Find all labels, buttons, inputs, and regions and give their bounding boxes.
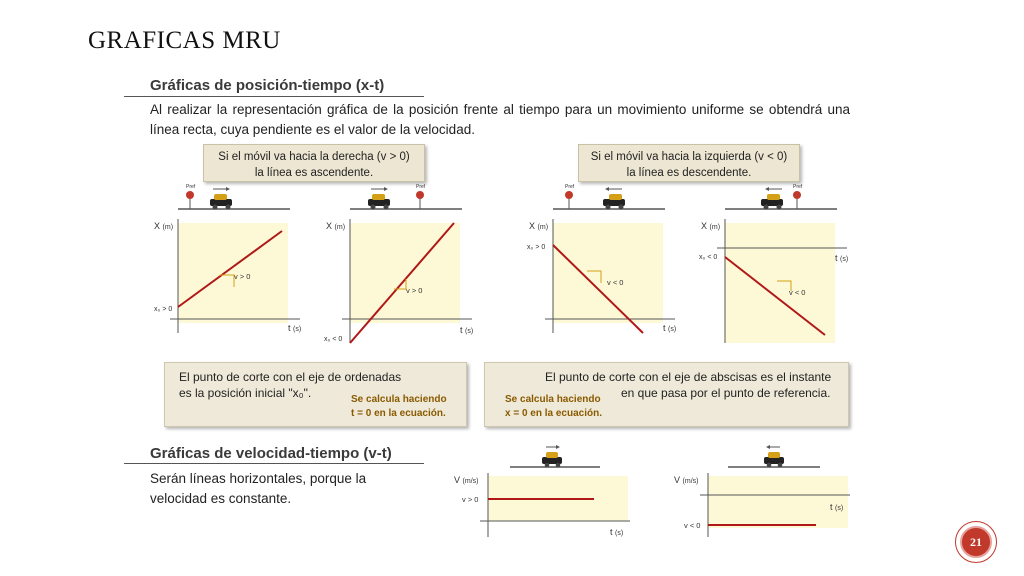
vt-graph-1 [450,443,650,543]
vt-paragraph [150,469,410,509]
vt-line1: Serán líneas horizontales, porque la [150,471,367,486]
ordinate-line2: es la posición inicial "x₀". [179,386,312,400]
abscissa-line1: El punto de corte con el eje de abscisas es el instante [545,370,832,384]
note-descending [578,144,800,182]
reference-point-icon [793,191,801,199]
ordinate-calc1: Se calcula haciendo [351,394,447,405]
reference-point-icon [565,191,573,199]
road-scene-3 [553,184,665,210]
road-scene-vt-1 [510,445,600,467]
svg-text:X (m): X (m) [529,221,549,231]
vt-line2: velocidad es constante. [150,491,292,506]
car-icon [761,194,783,210]
abscissa-intercept-box [484,362,849,427]
arrow-right-icon [384,187,388,191]
v-label: v < 0 [684,521,701,530]
svg-text:t (s): t (s) [835,253,849,263]
vt-graph-2 [670,443,870,543]
v-label: v > 0 [462,495,479,504]
v-label: v < 0 [789,288,806,297]
road-scene-2 [350,184,462,210]
car-icon [210,194,232,210]
slide-title: GRAFICAS MRU [88,27,281,54]
svg-text:t (s): t (s) [288,323,302,333]
arrow-right-icon [556,445,560,449]
xt-graph-4 [697,183,857,353]
svg-text:V (m/s): V (m/s) [454,475,479,485]
reference-point-icon [416,191,424,199]
abscissa-calc2: x = 0 en la ecuación. [505,408,602,419]
arrow-right-icon [226,187,230,191]
section-heading-vt: Gráficas de velocidad-tiempo (v-t) [150,445,392,462]
svg-text:Pref: Pref [793,184,803,190]
car-icon [603,194,625,210]
heading-rule-2 [124,463,424,464]
svg-text:t (s): t (s) [610,527,624,537]
page-number-badge: 21 [960,526,992,558]
v-label: v < 0 [607,278,624,287]
ordinate-line1: El punto de corte con el eje de ordenadas [179,370,402,384]
svg-text:t (s): t (s) [460,325,474,335]
note-descending-line1: Si el móvil va hacia la izquierda (v < 0) [590,151,788,163]
reference-point-icon [186,191,194,199]
x0-label: x₀ > 0 [527,244,546,251]
svg-text:X (m): X (m) [701,221,721,231]
x0-label: x₀ < 0 [699,254,718,261]
arrow-left-icon [765,187,769,191]
note-ascending-line1: Si el móvil va hacia la derecha (v > 0) [218,151,410,163]
svg-text:Pref: Pref [416,184,426,190]
car-icon [368,194,390,210]
xt-graph-2 [322,183,482,353]
svg-text:X (m): X (m) [154,221,174,231]
v-label: v > 0 [406,286,423,295]
v-label: v > 0 [234,272,251,281]
note-ascending [203,144,425,182]
road-scene-vt-2 [728,445,820,467]
road-scene-4 [725,184,837,210]
car-icon [764,452,784,467]
arrow-left-icon [766,445,770,449]
note-ascending-line2: la línea es ascendente. [254,167,374,179]
x0-label: x₀ > 0 [154,306,173,313]
ordinate-calc2: t = 0 en la ecuación. [351,408,446,419]
svg-text:Pref: Pref [565,184,575,190]
pref-label: Pref [186,184,196,190]
note-descending-line2: la línea es descendente. [626,167,752,179]
xt-graph-3 [525,183,685,353]
svg-text:V (m/s): V (m/s) [674,475,699,485]
svg-text:t (s): t (s) [663,323,677,333]
x0-label: x₀ < 0 [324,336,343,343]
abscissa-calc1: Se calcula haciendo [505,394,601,405]
road-scene-1 [178,184,290,210]
abscissa-line2: en que pasa por el punto de referencia. [621,386,831,400]
svg-text:t (s): t (s) [830,502,844,512]
svg-text:X (m): X (m) [326,221,346,231]
car-icon [542,452,562,467]
section-heading-xt: Gráficas de posición-tiempo (x-t) [150,77,385,94]
xt-graph-1 [150,183,310,353]
intro-paragraph: Al realizar la representación gráfica de la posición frente al tiempo para un movimiento uniforme se obtendrá una línea recta, cuya pendiente es el valor de la velocidad. [150,102,850,137]
ordinate-intercept-box [164,362,467,427]
arrow-left-icon [605,187,609,191]
heading-rule [124,96,424,97]
